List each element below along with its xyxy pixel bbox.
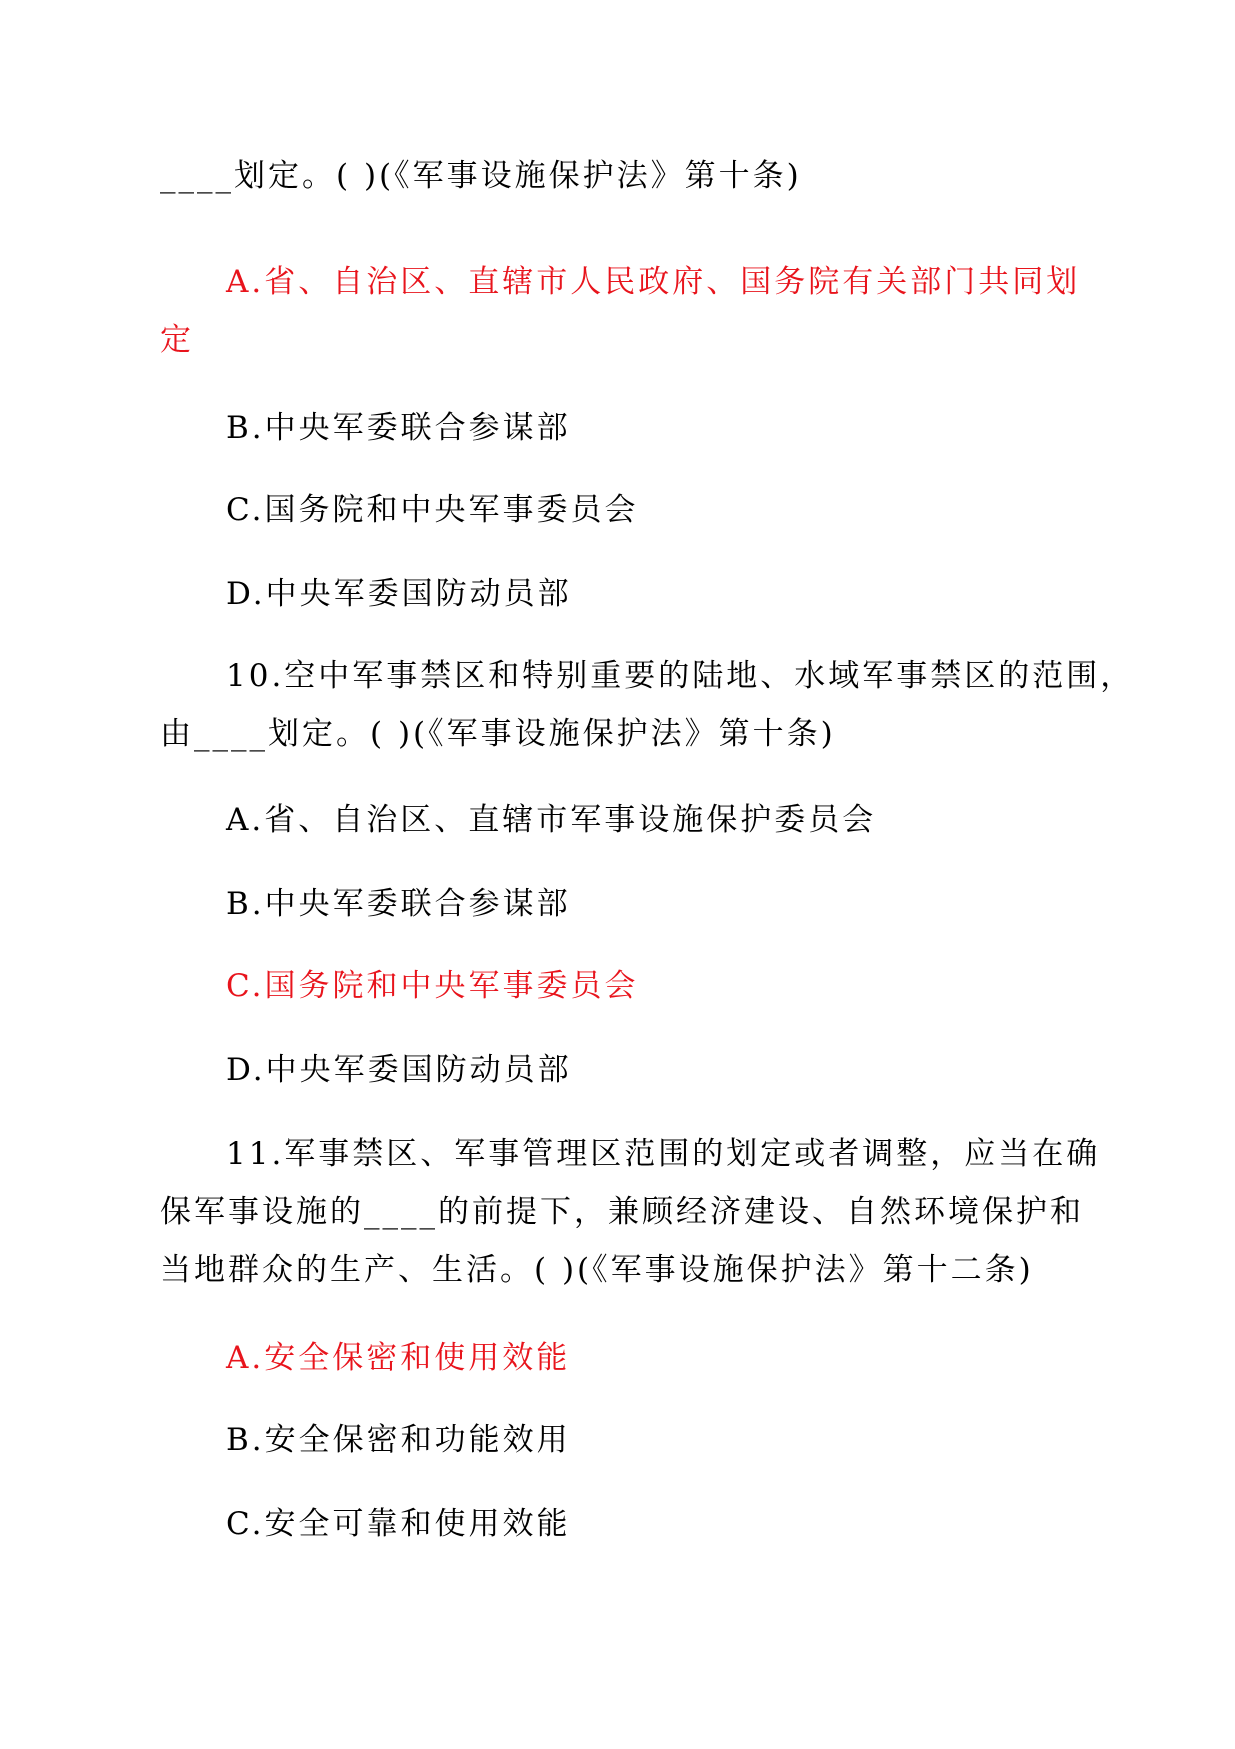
question-10-option-d: D.中央军委国防动员部	[226, 1052, 572, 1088]
question-10-stem: 10.空中军事禁区和特别重要的陆地、水域军事禁区的范围，	[226, 658, 1135, 694]
question-11-option-b: B.安全保密和功能效用	[226, 1422, 571, 1458]
question-9-stem-continuation: ____划定。( )(《军事设施保护法》第十条)	[160, 158, 802, 194]
question-9-option-a-continuation: 定	[160, 322, 194, 358]
question-9-option-b: B.中央军委联合参谋部	[226, 410, 571, 446]
question-10-option-b: B.中央军委联合参谋部	[226, 886, 571, 922]
question-9-option-d: D.中央军委国防动员部	[226, 576, 572, 612]
question-9-option-a-answer: A.省、自治区、直辖市人民政府、国务院有关部门共同划	[226, 264, 1081, 300]
question-10-stem-continuation: 由____划定。( )(《军事设施保护法》第十条)	[160, 716, 836, 752]
question-11-option-c: C.安全可靠和使用效能	[226, 1506, 571, 1542]
question-11-stem-line-3: 当地群众的生产、生活。( )(《军事设施保护法》第十二条)	[160, 1252, 1034, 1288]
question-11-option-a-answer: A.安全保密和使用效能	[226, 1340, 571, 1376]
question-9-option-c: C.国务院和中央军事委员会	[226, 492, 639, 528]
question-10-option-a: A.省、自治区、直辖市军事设施保护委员会	[226, 802, 877, 838]
question-10-option-c-answer: C.国务院和中央军事委员会	[226, 968, 639, 1004]
question-11-stem: 11.军事禁区、军事管理区范围的划定或者调整，应当在确	[226, 1136, 1101, 1172]
question-11-stem-line-2: 保军事设施的____的前提下，兼顾经济建设、自然环境保护和	[160, 1194, 1084, 1230]
